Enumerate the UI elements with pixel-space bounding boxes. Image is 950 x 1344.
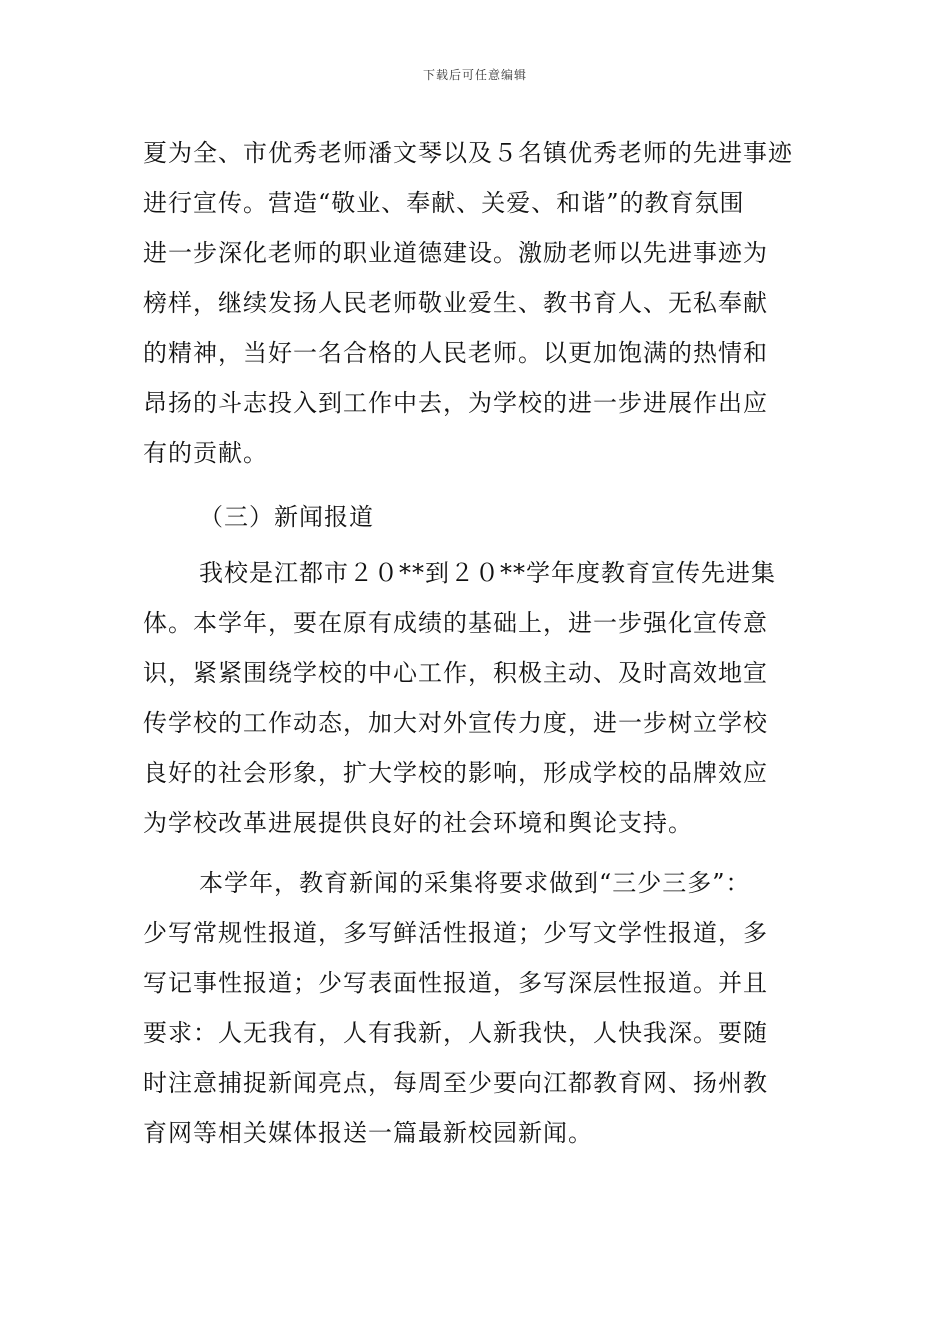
text-line: 进一步深化老师的职业道德建设。激励老师以先进事迹为	[143, 239, 768, 267]
text-line: 育网等相关媒体报送一篇最新校园新闻。	[143, 1119, 593, 1147]
paragraph-news-collection	[143, 858, 813, 1158]
text-line: 少写常规性报道，多写鲜活性报道；少写文学性报道，多	[143, 919, 768, 947]
text-line: 有的贡献。	[143, 439, 268, 467]
paragraph-news-report	[143, 548, 813, 848]
text-line: 的精神，当好一名合格的人民老师。以更加饱满的热情和	[143, 339, 768, 367]
text-line: 体。本学年，要在原有成绩的基础上，进一步强化宣传意	[143, 609, 768, 637]
section-heading-news	[143, 492, 813, 542]
text-line: 进行宣传。营造“敬业、奉献、关爱、和谐”的教育氛围	[143, 189, 745, 217]
text-line: 为学校改革进展提供良好的社会环境和舆论支持。	[143, 809, 693, 837]
text-line: 昂扬的斗志投入到工作中去，为学校的进一步进展作出应	[143, 389, 768, 417]
document-body	[143, 128, 813, 1158]
text-line: 我校是江都市２０**到２０**学年度教育宣传先进集	[199, 559, 776, 587]
text-line: 写记事性报道；少写表面性报道，多写深层性报道。并且	[143, 969, 768, 997]
text-line: 时注意捕捉新闻亮点，每周至少要向江都教育网、扬州教	[143, 1069, 768, 1097]
text-line: 要求：人无我有，人有我新，人新我快，人快我深。要随	[143, 1019, 768, 1047]
text-line: 本学年，教育新闻的采集将要求做到“三少三多”：	[199, 869, 751, 897]
paragraph-teacher-ethics	[143, 128, 813, 478]
section-heading: （三）新闻报道	[199, 503, 374, 531]
text-line: 榜样，继续发扬人民老师敬业爱生、教书育人、无私奉献	[143, 289, 768, 317]
page-header-note: 下载后可任意编辑	[422, 68, 527, 82]
text-line: 良好的社会形象，扩大学校的影响，形成学校的品牌效应	[143, 759, 768, 787]
text-line: 夏为全、市优秀老师潘文琴以及５名镇优秀老师的先进事迹	[143, 139, 793, 167]
text-line: 识，紧紧围绕学校的中心工作，积极主动、及时高效地宣	[143, 659, 768, 687]
text-line: 传学校的工作动态，加大对外宣传力度，进一步树立学校	[143, 709, 768, 737]
